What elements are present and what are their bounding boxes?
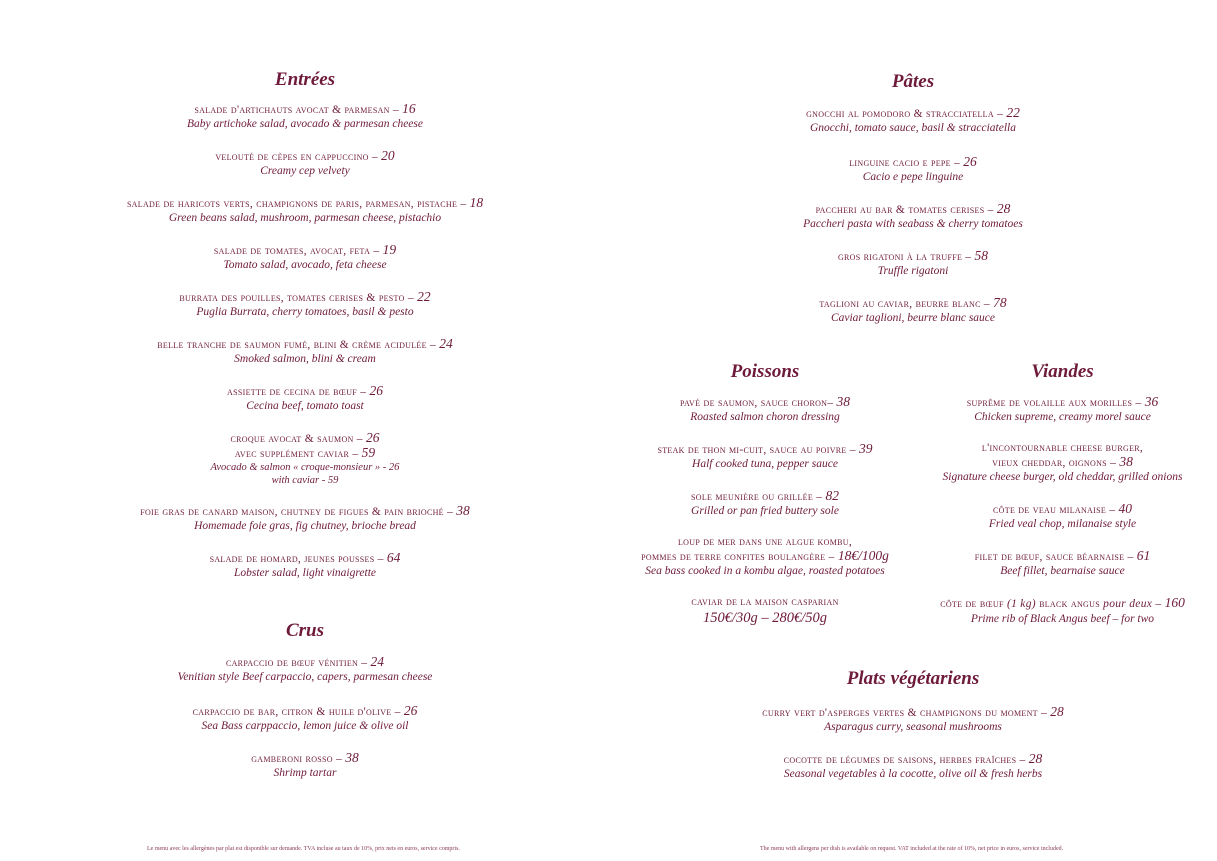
menu-item [620, 596, 910, 627]
item-description: Lobster salad, light vinaigrette [233, 567, 377, 579]
item-price: 58 [974, 248, 989, 263]
poissons-title: Poissons [730, 361, 800, 382]
item-price: 78 [993, 295, 1007, 310]
item-price: 40 [1118, 501, 1132, 516]
menu-item [663, 752, 1163, 782]
item-description: Venitian style Beef carpaccio, capers, parmesan cheese [177, 671, 433, 683]
item-name: carpaccio de bœuf vénitien – [225, 657, 368, 669]
menu-item [30, 337, 580, 367]
menu-item [30, 431, 580, 487]
item-price: 28 [996, 201, 1011, 216]
item-price: 39 [859, 441, 873, 456]
menu-item [910, 502, 1215, 532]
menu-item [620, 395, 910, 425]
footer-note-fr: Le menu avec les allergènes par plat est disponible sur demande. TVA incluse au taux de 10%, prix nets en euros, service compris. [147, 846, 460, 852]
item-name: velouté de cèpes en cappuccino – [215, 151, 378, 163]
item-name: croque avocat & saumon – [230, 433, 363, 445]
item-description: Baby artichoke salad, avocado & parmesan cheese [186, 118, 423, 130]
footer-note-en: The menu with allergens per dish is available on request. VAT included at the rate of 10%, net price in euros, service included. [760, 846, 1064, 852]
item-name: cocotte de légumes de saisons, herbes fraîches – [783, 754, 1026, 766]
item-description: Homemade foie gras, fig chutney, brioche bread [194, 520, 416, 532]
item-name: linguine cacio e pepe – [849, 157, 961, 169]
item-name: côte de veau milanaise – [993, 504, 1116, 516]
item-name: foie gras de canard maison, chutney de figues & pain brioché – [140, 506, 454, 518]
item-price: 19 [382, 242, 397, 257]
item-description: Puglia Burrata, cherry tomatoes, basil & pesto [196, 306, 414, 318]
menu-item [663, 296, 1163, 326]
item-name: salade de homard, jeunes pousses – [209, 553, 384, 565]
item-description: Grilled or pan fried buttery sole [691, 505, 839, 517]
menu-item [663, 249, 1163, 279]
menu-item [663, 705, 1163, 735]
item-name: pavé de saumon, sauce choron– [680, 397, 834, 409]
item-price: 61 [1136, 548, 1151, 563]
item-name-line2: vieux cheddar, oignons – [992, 457, 1117, 469]
item-description: Roasted salmon choron dressing [690, 411, 840, 423]
viandes-section [910, 340, 1215, 640]
item-description: Smoked salmon, blini & cream [234, 353, 376, 365]
item-price: 18€/100g [837, 548, 889, 563]
item-name: curry vert d'asperges vertes & champignons du moment – [762, 707, 1048, 719]
pates-title: Pâtes [891, 71, 935, 92]
item-description: Asparagus curry, seasonal mushrooms [824, 721, 1002, 733]
viandes-title: Viandes [1031, 361, 1094, 382]
item-price: 20 [381, 148, 395, 163]
item-price: 26 [403, 703, 418, 718]
item-name: salade d'artichauts avocat & parmesan – [194, 104, 399, 116]
item-name: carpaccio de bar, citron & huile d'olive – [192, 706, 401, 718]
item-name: filet de bœuf, sauce béarnaise – [974, 551, 1134, 563]
item-name: gnocchi al pomodoro & stracciatella – [806, 108, 1004, 120]
item-description: Creamy cep velvety [260, 165, 350, 177]
item-name: loup de mer dans une algue kombu, [677, 536, 853, 548]
menu-item [30, 751, 580, 781]
item-price: 26 [963, 154, 977, 169]
item-description: Prime rib of Black Angus beef – for two [970, 613, 1155, 625]
item-price: 150€/30g – 280€/50g [702, 610, 828, 626]
item-description: Shrimp tartar [273, 767, 337, 779]
entrees-title: Entrées [274, 69, 336, 90]
item-description-supplement: with caviar - 59 [271, 475, 339, 486]
menu-item [910, 549, 1215, 579]
vegetariens-section [663, 660, 1163, 800]
item-description: Truffle rigatoni [877, 265, 949, 277]
item-price: 36 [1144, 394, 1159, 409]
menu-item [30, 384, 580, 414]
entrees-section [30, 0, 580, 861]
item-description: Half cooked tuna, pepper sauce [692, 458, 838, 470]
menu-item [620, 536, 910, 579]
item-description: Seasonal vegetables à la cocotte, olive oil & fresh herbs [783, 768, 1043, 780]
item-serving: pour deux – [1103, 598, 1162, 610]
menu-item [910, 596, 1215, 627]
item-price: 38 [456, 503, 470, 518]
menu-item [620, 442, 910, 472]
item-price: 24 [370, 654, 385, 669]
menu-item [663, 106, 1163, 136]
item-description: Tomato salad, avocado, feta cheese [223, 259, 387, 271]
item-description: Beef fillet, bearnaise sauce [1000, 565, 1125, 577]
item-name: sole meunière ou grillée – [691, 491, 823, 503]
item-name: burrata des pouilles, tomates cerises & pesto – [179, 292, 414, 304]
item-description: Gnocchi, tomato sauce, basil & stracciatella [809, 122, 1016, 134]
item-price: 28 [1028, 751, 1043, 766]
menu-item [910, 442, 1215, 485]
menu-item [30, 102, 580, 132]
item-price: 28 [1050, 704, 1064, 719]
vegetariens-title: Plats végétariens [846, 668, 980, 689]
item-price: 160 [1164, 595, 1185, 610]
item-description: Avocado & salmon « croque-monsieur » - 26 [210, 462, 400, 473]
item-description: Sea Bass carppaccio, lemon juice & olive oil [201, 720, 409, 732]
item-name: assiette de cecina de bœuf – [227, 386, 367, 398]
item-description: Chicken supreme, creamy morel sauce [974, 411, 1151, 423]
menu-item [30, 655, 580, 685]
menu-item [663, 155, 1163, 185]
pates-section [663, 0, 1163, 340]
item-price: 24 [439, 336, 453, 351]
item-name: l'incontournable cheese burger, [981, 442, 1144, 454]
item-name: taglioni au caviar, beurre blanc – [819, 298, 990, 310]
item-name: steak de thon mi-cuit, sauce au poivre – [657, 444, 856, 456]
item-name: gamberoni rosso – [251, 753, 343, 765]
menu-item [30, 704, 580, 734]
crus-title: Crus [285, 620, 325, 641]
item-price: 22 [417, 289, 431, 304]
menu-item [30, 196, 580, 226]
menu-item [30, 149, 580, 179]
item-price: 18 [469, 195, 484, 210]
item-description: Cecina beef, tomato toast [246, 400, 364, 412]
item-price: 64 [386, 550, 401, 565]
item-name: belle tranche de saumon fumé, blini & crème acidulée – [157, 339, 437, 351]
item-name: suprême de volaille aux morilles – [966, 397, 1142, 409]
item-weight: (1 kg) [1006, 598, 1036, 610]
item-name: paccheri au bar & tomates cerises – [815, 204, 994, 216]
item-supplement: avec supplément caviar – [234, 448, 359, 460]
item-price: 22 [1006, 105, 1020, 120]
item-name: salade de haricots verts, champignons de paris, parmesan, pistache – [126, 198, 467, 210]
item-price: 38 [836, 394, 850, 409]
item-name-b: black angus [1039, 598, 1100, 610]
item-price: 38 [1119, 454, 1133, 469]
item-description: Green beans salad, mushroom, parmesan cheese, pistachio [168, 212, 442, 224]
item-description: Cacio e pepe linguine [862, 171, 964, 183]
item-name-line2: pommes de terre confites boulangère – [641, 551, 835, 563]
item-description: Caviar taglioni, beurre blanc sauce [830, 312, 996, 324]
item-price: 26 [366, 430, 380, 445]
menu-item [30, 504, 580, 534]
item-price: 16 [402, 101, 416, 116]
item-price: 26 [369, 383, 383, 398]
menu-item [910, 395, 1215, 425]
menu-item [663, 202, 1163, 232]
menu-item [30, 551, 580, 581]
item-description: Paccheri pasta with seabass & cherry tomatoes [803, 218, 1023, 230]
menu-item [30, 290, 580, 320]
item-description: Signature cheese burger, old cheddar, grilled onions [942, 471, 1183, 483]
item-description: Sea bass cooked in a kombu algae, roasted potatoes [645, 565, 885, 577]
item-price: 38 [345, 750, 359, 765]
item-name: caviar de la maison casparian [691, 596, 839, 608]
item-description: Fried veal chop, milanaise style [988, 518, 1137, 530]
item-name: gros rigatoni à la truffe – [837, 251, 972, 263]
item-price: 82 [825, 488, 839, 503]
menu-item [620, 489, 910, 519]
item-name: salade de tomates, avocat, feta – [213, 245, 380, 257]
poissons-section [620, 340, 910, 640]
menu-item [30, 243, 580, 273]
item-supplement-price: 59 [361, 445, 376, 460]
item-name: côte de bœuf [940, 598, 1004, 610]
